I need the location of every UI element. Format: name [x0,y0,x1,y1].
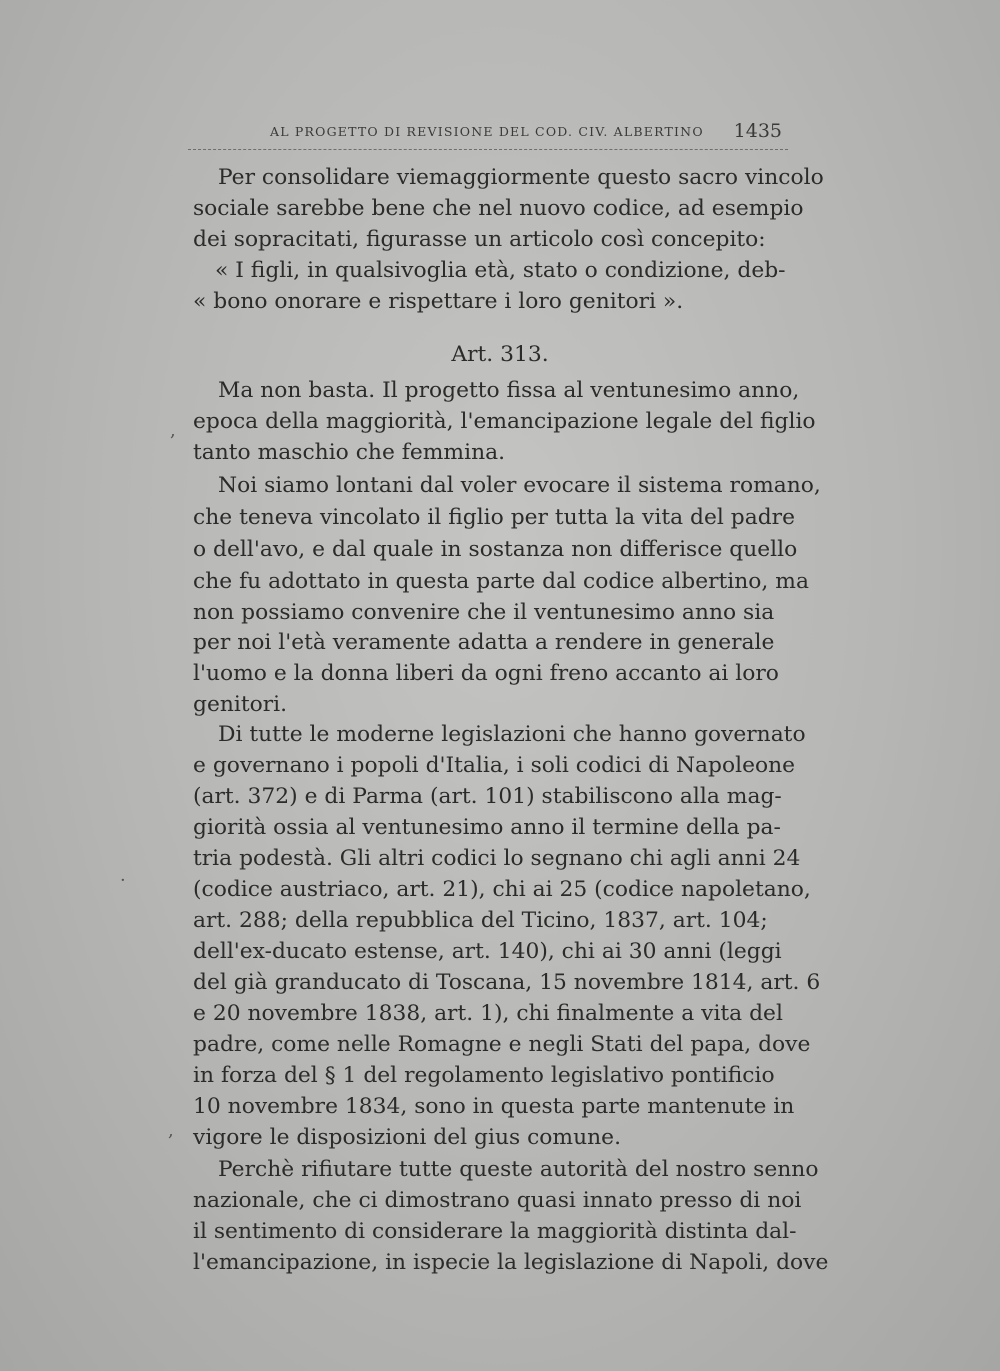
text-line: e 20 novembre 1838, art. 1), chi finalmente a vita del [193,1001,783,1026]
running-head: AL PROGETTO DI REVISIONE DEL COD. CIV. ALBERTINO [270,124,704,139]
text-line: genitori. [193,692,288,717]
text-line: del già granducato di Toscana, 15 novembre 1814, art. 6 [193,970,821,995]
text-line: non possiamo convenire che il ventunesimo anno sia [193,600,775,625]
margin-dot-mark: · [120,870,126,891]
text-line: dei sopracitati, figurasse un articolo così concepito: [193,227,766,252]
text-line: 10 novembre 1834, sono in questa parte mantenute in [193,1094,795,1119]
text-line: l'emancipazione, in ispecie la legislazione di Napoli, dove [193,1250,829,1275]
text-line: padre, come nelle Romagne e negli Stati del papa, dove [193,1032,811,1057]
text-line: Di tutte le moderne legislazioni che hanno governato [218,722,806,747]
text-line: Noi siamo lontani dal voler evocare il sistema romano, [218,473,821,498]
text-line: Per consolidare viemaggiormente questo sacro vincolo [218,165,824,190]
page-number: 1435 [733,120,782,142]
text-line: il sentimento di considerare la maggiorità distinta dal- [193,1219,797,1244]
text-line: l'uomo e la donna liberi da ogni freno accanto ai loro [193,661,779,686]
text-line: Perchè rifiutare tutte queste autorità del nostro senno [218,1157,819,1182]
text-line: e governano i popoli d'Italia, i soli codici di Napoleone [193,753,796,778]
text-line: (codice austriaco, art. 21), chi ai 25 (codice napoletano, [193,877,811,902]
text-line: dell'ex-ducato estense, art. 140), chi ai 30 anni (leggi [193,939,782,964]
text-line: epoca della maggiorità, l'emancipazione legale del figlio [193,409,816,434]
section-heading: Art. 313. [451,342,549,367]
text-line: in forza del § 1 del regolamento legislativo pontificio [193,1063,775,1088]
text-line: (art. 372) e di Parma (art. 101) stabiliscono alla mag- [193,784,782,809]
header-rule [188,149,788,150]
text-line: « bono onorare e rispettare i loro genitori ». [193,289,684,314]
text-line: per noi l'età veramente adatta a rendere in generale [193,630,775,655]
text-line: che fu adottato in questa parte dal codice albertino, ma [193,569,809,594]
margin-tick-mark: , [170,420,176,441]
text-line: tanto maschio che femmina. [193,440,506,465]
text-line: giorità ossia al ventunesimo anno il termine della pa- [193,815,781,840]
margin-tick-mark: , [168,1120,174,1141]
text-line: Ma non basta. Il progetto fissa al ventunesimo anno, [218,378,800,403]
text-line: nazionale, che ci dimostrano quasi innato presso di noi [193,1188,802,1213]
text-line: « I figli, in qualsivoglia età, stato o condizione, deb- [215,258,786,283]
text-line: sociale sarebbe bene che nel nuovo codice, ad esempio [193,196,804,221]
page-header [270,120,790,146]
text-line: che teneva vincolato il figlio per tutta la vita del padre [193,505,795,530]
text-line: art. 288; della repubblica del Ticino, 1837, art. 104; [193,908,768,933]
text-line: o dell'avo, e dal quale in sostanza non differisce quello [193,537,798,562]
text-line: vigore le disposizioni del gius comune. [193,1125,621,1150]
text-line: tria podestà. Gli altri codici lo segnano chi agli anni 24 [193,846,801,871]
